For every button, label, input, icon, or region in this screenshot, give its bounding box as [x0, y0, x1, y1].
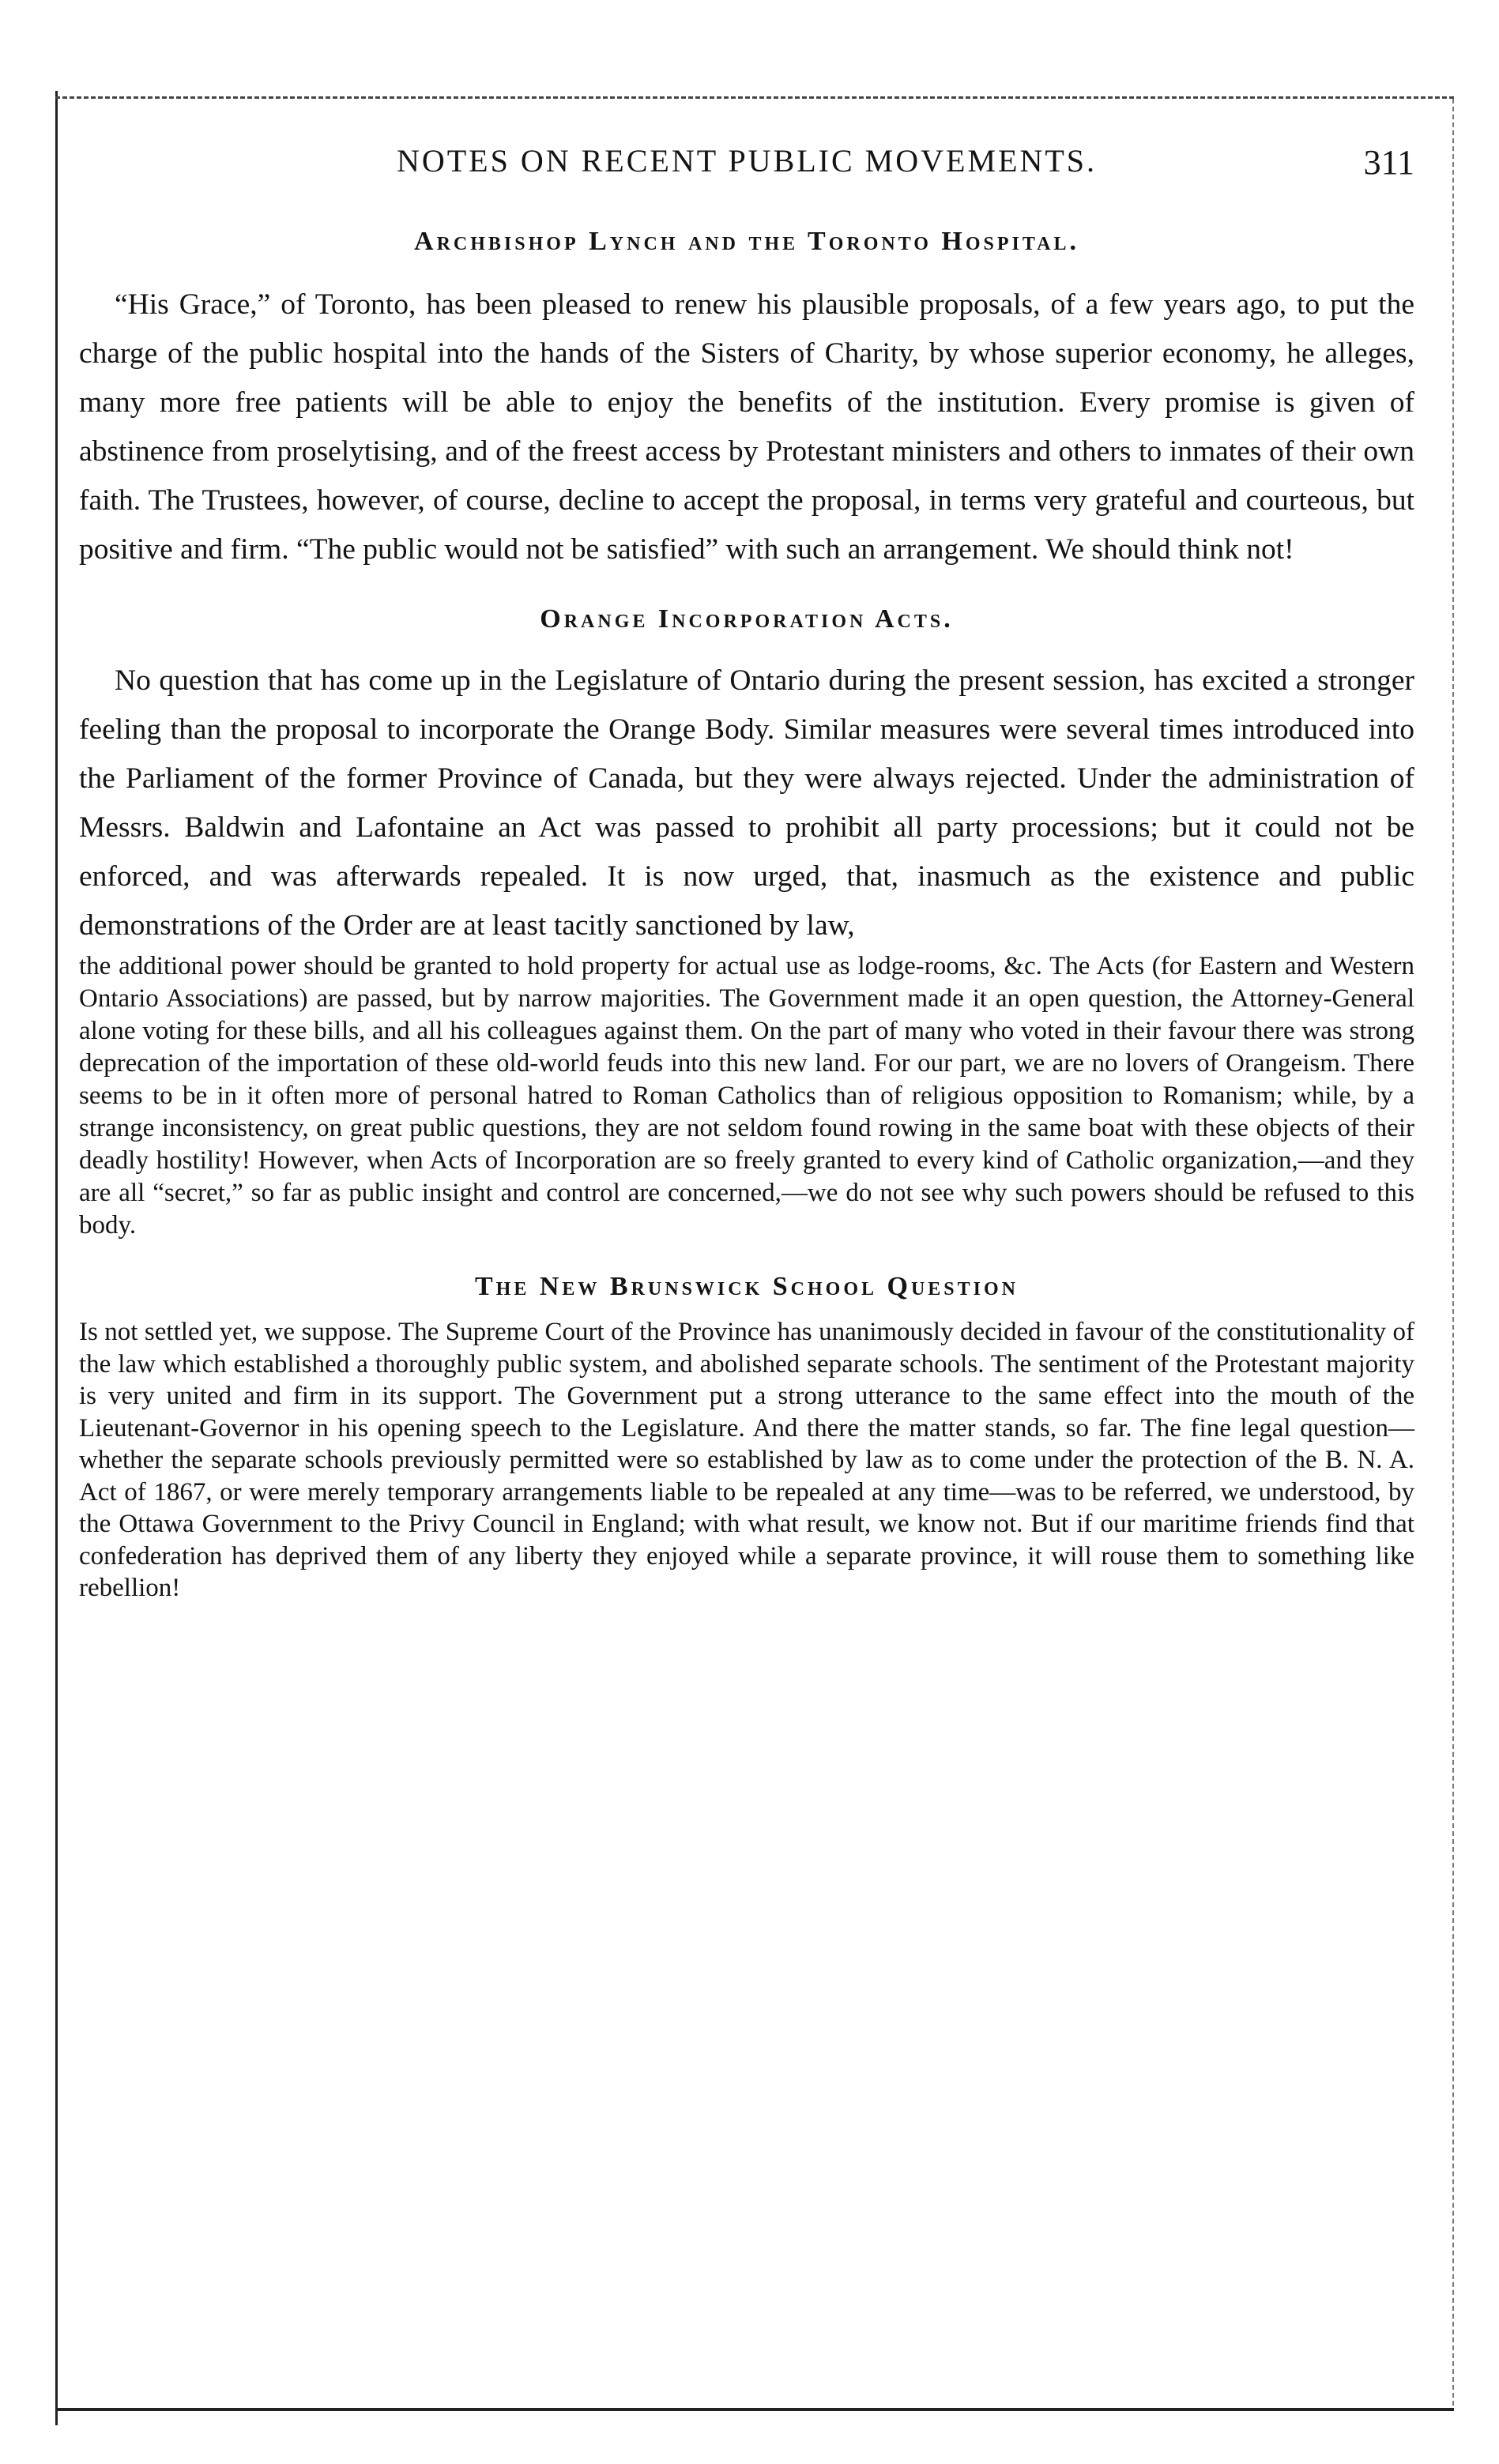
page-body [79, 217, 1414, 1604]
top-rule [55, 96, 1454, 99]
section-heading: Archbishop Lynch and the Toronto Hospital. [414, 227, 1079, 256]
bottom-rule [55, 2408, 1454, 2411]
page-header [79, 142, 1414, 197]
paragraph: Is not settled yet, we suppose. The Supreme Court of the Province has unanimously decided in favour of the constitutionality of the law which established a thoroughly public system, and abolished separate schools. The sentiment of the Protestant majority is very united and firm in its support. The Government put a strong utterance to the same effect into the mouth of the Lieutenant-Governor in his opening speech to the Legislature. And there the matter stands, so far. The fine legal question—whether the separate schools previously permitted were so established by law as to come under the protection of the B. N. A. Act of 1867, or were merely temporary arrangements liable to be repealed at any time—was to be referred, we understood, by the Ottawa Government to the Privy Council in England; with what result, we know not. But if our maritime friends find that confederation has deprived them of any liberty they enjoyed while a separate province, it will rouse them to something like rebellion! [79, 1318, 1414, 1602]
section-lynch-hospital [79, 217, 1414, 574]
page-number: 311 [1363, 143, 1414, 182]
section-new-brunswick [79, 1272, 1414, 1604]
section-heading: The New Brunswick School Question [474, 1272, 1019, 1301]
section-heading: Orange Incorporation Acts. [540, 604, 954, 634]
running-head: NOTES ON RECENT PUBLIC MOVEMENTS. [396, 143, 1098, 179]
paragraph: “His Grace,” of Toronto, has been pleased to renew his plausible proposals, of a few years ago, to put the charge of the public hospital into the hands of the Sisters of Charity, by whose superior economy, he alleges, many more free patients will be able to enjoy the benefits of the institution. Every promise is given of abstinence from proselytising, and of the freest access by Protestant ministers and others to inmates of their own faith. The Trustees, however, of course, decline to accept the proposal, in terms very grateful and courteous, but positive and firm. “The public would not be satisfied” with such an arrangement. We should think not! [79, 288, 1414, 566]
right-margin-rule [1452, 99, 1454, 2406]
section-orange-acts [79, 595, 1414, 1242]
paragraph: No question that has come up in the Legislature of Ontario during the present session, has excited a stronger feeling than the proposal to incorporate the Orange Body. Similar measures were several times introduced into the Parliament of the former Province of Canada, but they were always rejected. Under the administration of Messrs. Baldwin and Lafontaine an Act was passed to prohibit all party processions; but it could not be enforced, and was afterwards repealed. It is now urged, that, inasmuch as the existence and public demonstrations of the Order are at least tacitly sanctioned by law, [79, 664, 1414, 942]
paragraph-continued: the additional power should be granted to hold property for actual use as lodge-rooms, &c. The Acts (for Eastern and Western Ontario Associations) are passed, but by narrow majorities. The Government made it an open question, the Attorney-General alone voting for these bills, and all his colleagues against them. On the part of many who voted in their favour there was strong deprecation of the importation of these old-world feuds into this new land. For our part, we are no lovers of Orangeism. There seems to be in it often more of personal hatred to Roman Catholics than of religious opposition to Romanism; while, by a strange inconsistency, on great public questions, they are not seldom found rowing in the same boat with these objects of their deadly hostility! However, when Acts of Incorporation are so freely granted to every kind of Catholic organization,—and they are all “secret,” so far as public insight and control are concerned,—we do not see why such powers should be refused to this body. [79, 952, 1414, 1240]
